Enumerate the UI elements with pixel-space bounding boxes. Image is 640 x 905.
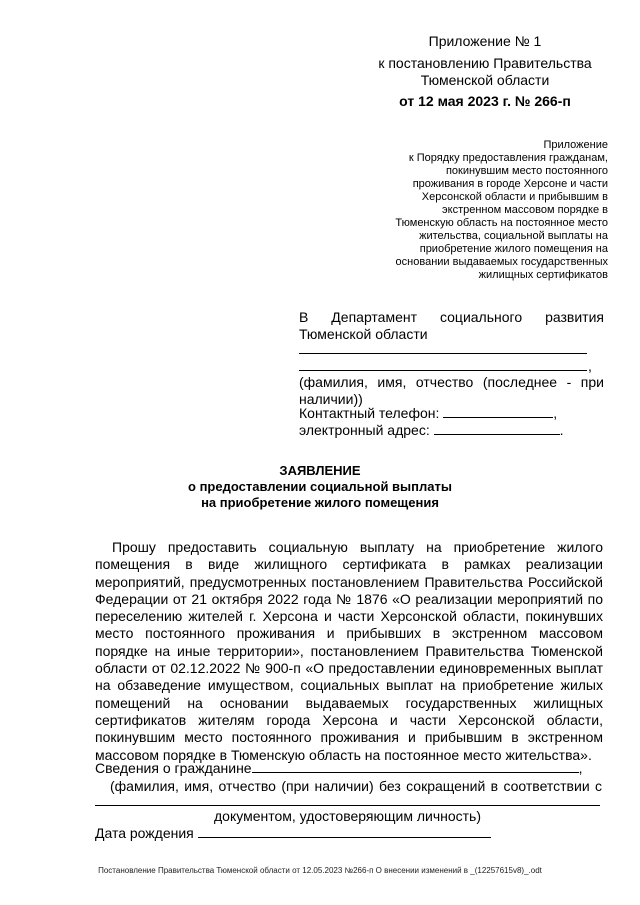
body-line: переселению жителей г. Херсона и части Херсонской области, покинувших bbox=[95, 608, 603, 625]
statement-subtitle-1: о предоставлении социальной выплаты bbox=[188, 479, 452, 494]
email-label: электронный адрес: bbox=[299, 422, 430, 438]
sub-appendix-line: к Порядку предоставления гражданам, bbox=[408, 152, 608, 164]
region-name: Тюменской области bbox=[420, 72, 550, 88]
statement-title: ЗАЯВЛЕНИЕ bbox=[279, 463, 361, 478]
sub-appendix-block bbox=[360, 139, 608, 282]
body-line: порядке на иные территории», постановлением Правительства Тюменской bbox=[95, 642, 603, 659]
comma-mark: , bbox=[588, 358, 592, 374]
resolution-reference: к постановлению Правительства bbox=[378, 55, 592, 71]
appendix-number: Приложение № 1 bbox=[428, 33, 542, 49]
contact-phone-row bbox=[299, 405, 609, 422]
dob-row bbox=[95, 825, 605, 842]
comma-mark: , bbox=[553, 405, 558, 421]
document-footer: Постановление Правительства Тюменской области от 12.05.2023 №266-п О внесении изменений в _(12257615v8)_.odt bbox=[98, 866, 542, 875]
statement-subtitle-2: на приобретение жилого помещения bbox=[201, 495, 439, 510]
body-line: на обзаведение имуществом, социальных выплат на приобретение жилых bbox=[95, 677, 603, 694]
statement-body bbox=[95, 539, 603, 764]
body-line: области от 02.12.2022 № 900-п «О предоставлении единовременных выплат bbox=[95, 660, 603, 677]
comma-mark: , bbox=[578, 760, 583, 776]
body-line: помещения в виде жилищного сертификата в рамках реализации bbox=[95, 556, 603, 573]
applicant-name-line-2[interactable] bbox=[299, 370, 587, 371]
sub-appendix-line: экстренном массовом порядке в bbox=[442, 204, 608, 216]
dob-label: Дата рождения bbox=[95, 825, 194, 841]
citizen-name-line[interactable] bbox=[95, 805, 600, 806]
addressee-department: В Департамент социального развития bbox=[299, 309, 604, 325]
citizen-doc-hint: документом, удостоверяющим личность) bbox=[214, 808, 481, 824]
email-row bbox=[299, 422, 609, 439]
body-line: массовом порядке в Тюменскую область на постоянное место жительства». bbox=[95, 746, 592, 763]
citizen-info-field[interactable] bbox=[252, 760, 579, 773]
addressee-department-region: Тюменской области bbox=[299, 326, 428, 342]
contact-phone-field[interactable] bbox=[443, 405, 553, 418]
applicant-name-line-1[interactable] bbox=[299, 353, 587, 354]
sub-appendix-line: Херсонской области и прибывшим в bbox=[421, 191, 608, 203]
body-line: Федерации от 21 октября 2022 года № 1876 «О реализации мероприятий по bbox=[95, 590, 603, 607]
body-line: Прошу предоставить социальную выплату на приобретение жилого bbox=[112, 539, 603, 555]
citizen-info-label: Сведения о гражданине bbox=[95, 760, 252, 776]
sub-appendix-line: проживания в городе Херсоне и части bbox=[412, 178, 608, 190]
sub-appendix-line: жительства, социальной выплаты на bbox=[419, 230, 608, 242]
citizen-info-row bbox=[95, 760, 605, 777]
fio-hint-line-2: наличии)) bbox=[299, 391, 363, 407]
contact-phone-label: Контактный телефон: bbox=[299, 405, 440, 421]
sub-appendix-line: Приложение bbox=[543, 139, 608, 151]
resolution-date-number: от 12 мая 2023 г. № 266-п bbox=[399, 93, 571, 109]
dob-field[interactable] bbox=[198, 825, 491, 838]
period-mark: . bbox=[559, 422, 564, 438]
body-line: покинувшим место постоянного проживания и прибывшим в экстренном bbox=[95, 729, 603, 746]
citizen-name-hint: (фамилия, имя, отчество (при наличии) без сокращений в соответствии с bbox=[110, 778, 602, 794]
sub-appendix-line: приобретение жилого помещения на bbox=[419, 243, 608, 255]
body-line: сертификатов жителям города Херсона и части Херсонской области, bbox=[95, 711, 603, 728]
sub-appendix-line: основании выдаваемых государственных bbox=[395, 256, 608, 268]
body-line: помещений на основании выдаваемых государственных жилищных bbox=[95, 694, 603, 711]
sub-appendix-line: Тюменскую область на постоянное место bbox=[395, 217, 608, 229]
fio-hint-line-1: (фамилия, имя, отчество (последнее - при bbox=[299, 374, 604, 390]
sub-appendix-line: жилищных сертификатов bbox=[478, 269, 608, 281]
body-line: мероприятий, предусмотренных постановлением Правительства Российской bbox=[95, 573, 603, 590]
sub-appendix-line: покинувшим место постоянного bbox=[445, 165, 608, 177]
body-line: место постоянного проживания и прибывших в экстренном массовом bbox=[95, 625, 603, 642]
email-field[interactable] bbox=[434, 422, 560, 435]
